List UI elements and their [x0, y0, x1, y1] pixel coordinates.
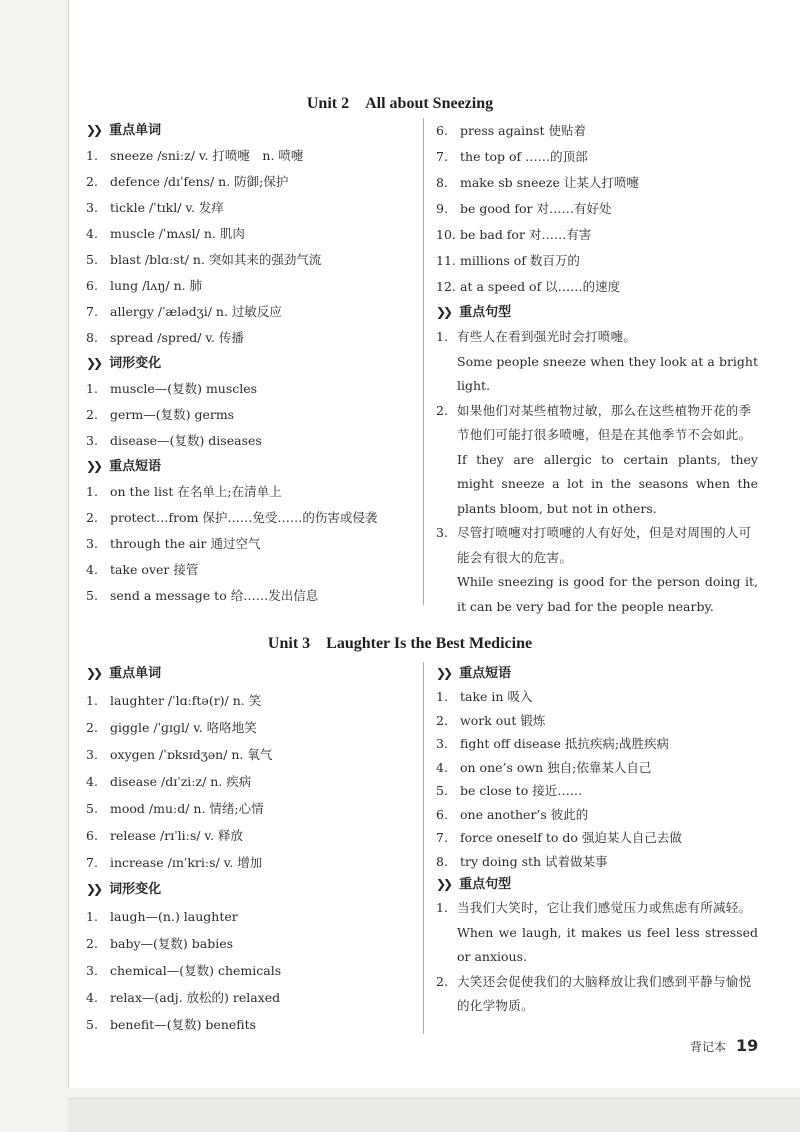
- item-text: sneeze /sniːz/ v. 打喷嚏 n. 喷嚏: [110, 148, 304, 163]
- item-text: be bad for 对……有害: [460, 227, 592, 242]
- page-number: 19: [736, 1036, 759, 1055]
- item-text: chemical—(复数) chemicals: [110, 963, 282, 978]
- item-number: 7.: [436, 149, 448, 164]
- list-item: [436, 732, 758, 756]
- item-number: 8.: [86, 330, 98, 345]
- item-text: relax—(adj. 放松的) relaxed: [110, 990, 281, 1005]
- item-number: 3.: [86, 433, 98, 448]
- item-text: be close to 接近……: [460, 783, 583, 798]
- list-item: [86, 531, 416, 557]
- item-number: 3.: [86, 747, 98, 762]
- item-number: 8.: [436, 853, 448, 869]
- section-heading-key-phrases: ❯❯ 重点短语: [86, 459, 162, 474]
- item-text: disease /dɪˈziːz/ n. 疾病: [110, 774, 252, 789]
- item-text: defence /dɪˈfens/ n. 防御;保护: [110, 174, 289, 189]
- sentence-chinese: 尽管打喷嚏对打喷嚏的人有好处，但是对周围的人可能会有很大的危害。: [457, 525, 752, 565]
- item-number: 7.: [436, 830, 448, 845]
- list-item: [436, 779, 758, 803]
- section-heading-word-forms: ❯❯ 词形变化: [86, 882, 162, 897]
- list-item: [86, 930, 416, 957]
- double-chevron-icon: ❯❯: [86, 666, 101, 680]
- sentence-chinese: 大笑还会促使我们的大脑释放让我们感到平静与愉悦的化学物质。: [457, 973, 752, 1013]
- item-text: take in 吸入: [460, 689, 533, 704]
- item-text: muscle /ˈmʌsl/ n. 肌肉: [110, 226, 245, 241]
- item-text: laughter /ˈlɑːftə(r)/ n. 笑: [110, 693, 262, 708]
- item-text: millions of 数百万的: [460, 253, 580, 268]
- item-number: 3.: [86, 963, 98, 978]
- list-item: [86, 795, 416, 822]
- sentence-chinese: 当我们大笑时，它让我们感觉压力或焦虑有所减轻。: [457, 900, 752, 915]
- list-item: [86, 768, 416, 795]
- section-heading-key-words: ❯❯ 重点单词: [86, 123, 162, 138]
- list-item: [86, 195, 416, 221]
- sentence-item: [436, 521, 758, 619]
- list-item: [436, 118, 758, 144]
- list-item: [86, 505, 416, 531]
- sentence-item: [436, 325, 758, 399]
- item-number: 4.: [86, 226, 98, 241]
- list-item: [86, 583, 416, 609]
- item-text: be good for 对……有好处: [460, 201, 612, 216]
- item-text: increase /ɪnˈkriːs/ v. 增加: [110, 855, 263, 870]
- item-number: 3.: [436, 525, 448, 540]
- item-text: on the list 在名单上;在清单上: [110, 484, 282, 499]
- item-text: fight off disease 抵抗疾病;战胜疾病: [460, 736, 670, 751]
- item-text: take over 接管: [110, 562, 199, 577]
- item-text: force oneself to do 强迫某人自己去做: [460, 830, 682, 845]
- list-item: [86, 957, 416, 984]
- unit3-column-divider: [423, 662, 424, 1034]
- list-item: [86, 169, 416, 195]
- page-footer: [690, 1036, 758, 1055]
- list-item: [86, 273, 416, 299]
- list-item: [86, 1011, 416, 1038]
- item-text: germ—(复数) germs: [110, 407, 235, 422]
- list-item: [436, 685, 758, 709]
- unit3-title: Unit 3 Laughter Is the Best Medicine: [267, 635, 533, 652]
- item-number: 10.: [436, 227, 456, 242]
- item-text: try doing sth 试着做某事: [460, 853, 608, 869]
- section-heading-word-forms: ❯❯ 词形变化: [86, 356, 162, 371]
- item-text: work out 锻炼: [460, 712, 546, 728]
- sentence-item: [436, 970, 758, 1019]
- list-item: [436, 248, 758, 274]
- list-item: [436, 274, 758, 300]
- item-text: blast /blɑːst/ n. 突如其来的强劲气流: [110, 252, 322, 267]
- list-item: [436, 222, 758, 248]
- item-text: at a speed of 以……的速度: [460, 279, 621, 294]
- item-number: 5.: [86, 252, 98, 267]
- sentence-english: Some people sneeze when they look at a bright light.: [457, 353, 758, 393]
- list-item: [86, 247, 416, 273]
- item-number: 9.: [436, 201, 448, 216]
- item-number: 6.: [86, 828, 98, 843]
- list-item: [436, 170, 758, 196]
- list-item: [436, 144, 758, 170]
- bottom-margin-strip: [68, 1098, 800, 1132]
- sentence-item: [436, 399, 758, 522]
- item-text: mood /muːd/ n. 情绪;心情: [110, 801, 264, 816]
- unit2-left-column: [86, 118, 416, 609]
- item-number: 3.: [436, 736, 448, 751]
- sentence-english: While sneezing is good for the person doing it, it can be very bad for the people nearby.: [457, 574, 758, 614]
- sentence-chinese: 有些人在看到强光时会打喷嚏。: [457, 329, 637, 344]
- item-text: baby—(复数) babies: [110, 936, 234, 951]
- unit3-left-column: [86, 660, 416, 1038]
- double-chevron-icon: ❯❯: [86, 459, 101, 473]
- item-number: 1.: [86, 484, 98, 499]
- item-number: 2.: [86, 174, 98, 189]
- item-number: 2.: [86, 720, 98, 735]
- item-number: 12.: [436, 279, 456, 294]
- item-number: 11.: [436, 253, 456, 268]
- double-chevron-icon: ❯❯: [436, 305, 451, 319]
- item-number: 4.: [436, 759, 448, 775]
- list-item: [436, 709, 758, 733]
- double-chevron-icon: ❯❯: [86, 356, 101, 370]
- item-number: 2.: [436, 973, 448, 989]
- item-number: 2.: [436, 402, 448, 418]
- double-chevron-icon: ❯❯: [436, 877, 451, 891]
- section-heading-key-words: ❯❯ 重点单词: [86, 666, 162, 681]
- list-item: [436, 196, 758, 222]
- list-item: [436, 803, 758, 827]
- list-item: [86, 479, 416, 505]
- list-item: [436, 756, 758, 780]
- section-heading-key-sentences: ❯❯ 重点句型: [436, 877, 512, 892]
- item-text: muscle—(复数) muscles: [110, 381, 258, 396]
- item-number: 2.: [436, 712, 448, 728]
- item-number: 5.: [86, 801, 98, 816]
- item-text: lung /lʌŋ/ n. 肺: [110, 278, 203, 293]
- list-item: [86, 687, 416, 714]
- list-item: [86, 221, 416, 247]
- item-number: 1.: [86, 909, 98, 924]
- item-text: one another’s 彼此的: [460, 806, 589, 822]
- sentence-english: When we laugh, it makes us feel less stressed or anxious.: [457, 924, 758, 964]
- list-item: [86, 741, 416, 768]
- list-item: [86, 822, 416, 849]
- item-text: disease—(复数) diseases: [110, 433, 262, 448]
- item-number: 4.: [86, 562, 98, 577]
- item-text: the top of ……的顶部: [460, 149, 588, 164]
- item-text: spread /spred/ v. 传播: [110, 330, 244, 345]
- item-number: 1.: [86, 693, 98, 708]
- item-text: oxygen /ˈɒksɪdʒən/ n. 氧气: [110, 747, 273, 762]
- item-number: 2.: [86, 936, 98, 951]
- item-text: protect…from 保护……免受……的伤害或侵袭: [110, 510, 378, 525]
- item-number: 5.: [86, 588, 98, 603]
- item-number: 3.: [86, 200, 98, 215]
- item-number: 4.: [86, 774, 98, 789]
- item-number: 8.: [436, 175, 448, 190]
- item-number: 4.: [86, 990, 98, 1005]
- item-number: 7.: [86, 855, 98, 870]
- list-item: [86, 376, 416, 402]
- list-item: [436, 850, 758, 874]
- item-number: 6.: [86, 278, 98, 293]
- list-item: [86, 903, 416, 930]
- item-number: 5.: [436, 783, 448, 798]
- item-text: release /rɪˈliːs/ v. 释放: [110, 828, 243, 843]
- item-number: 3.: [86, 536, 98, 551]
- item-number: 6.: [436, 806, 448, 822]
- item-text: giggle /ˈɡɪɡl/ v. 咯咯地笑: [110, 720, 257, 735]
- double-chevron-icon: ❯❯: [86, 123, 101, 137]
- double-chevron-icon: ❯❯: [86, 882, 101, 896]
- unit3-right-column: [436, 662, 758, 1019]
- item-number: 1.: [436, 689, 448, 704]
- list-item: [86, 428, 416, 454]
- item-text: through the air 通过空气: [110, 536, 261, 551]
- list-item: [436, 826, 758, 850]
- item-number: 1.: [436, 329, 448, 344]
- item-text: send a message to 给……发出信息: [110, 588, 319, 603]
- list-item: [86, 143, 416, 169]
- item-number: 1.: [86, 381, 98, 396]
- item-text: benefit—(复数) benefits: [110, 1017, 257, 1032]
- item-number: 5.: [86, 1017, 98, 1032]
- notebook-label: 背记本: [690, 1040, 727, 1054]
- unit2-title: Unit 2 All about Sneezing: [306, 95, 494, 112]
- item-text: laugh—(n.) laughter: [110, 909, 238, 924]
- item-text: tickle /ˈtɪkl/ v. 发痒: [110, 200, 224, 215]
- section-heading-key-phrases: ❯❯ 重点短语: [436, 666, 512, 681]
- item-number: 2.: [86, 510, 98, 525]
- item-text: press against 使贴着: [460, 123, 587, 138]
- sentence-item: [436, 896, 758, 970]
- list-item: [86, 714, 416, 741]
- section-heading-key-sentences: ❯❯ 重点句型: [436, 305, 512, 320]
- list-item: [86, 402, 416, 428]
- item-number: 1.: [436, 900, 448, 915]
- list-item: [86, 325, 416, 351]
- double-chevron-icon: ❯❯: [436, 666, 451, 680]
- unit2-right-column: [436, 118, 758, 619]
- item-text: allergy /ˈælədʒi/ n. 过敏反应: [110, 304, 282, 319]
- item-text: on one’s own 独自;依靠某人自己: [460, 759, 652, 775]
- item-number: 2.: [86, 407, 98, 422]
- list-item: [86, 984, 416, 1011]
- item-number: 7.: [86, 304, 98, 319]
- item-text: make sb sneeze 让某人打喷嚏: [460, 175, 639, 190]
- sentence-chinese: 如果他们对某些植物过敏，那么在这些植物开花的季节他们可能打很多喷嚏，但是在其他季节不会如此。: [457, 402, 752, 442]
- list-item: [86, 299, 416, 325]
- item-number: 1.: [86, 148, 98, 163]
- list-item: [86, 849, 416, 876]
- sentence-english: If they are allergic to certain plants, they might sneeze a lot in the seasons when the plants bloom, but not in others.: [457, 451, 758, 516]
- item-number: 6.: [436, 123, 448, 138]
- list-item: [86, 557, 416, 583]
- unit2-column-divider: [423, 118, 424, 605]
